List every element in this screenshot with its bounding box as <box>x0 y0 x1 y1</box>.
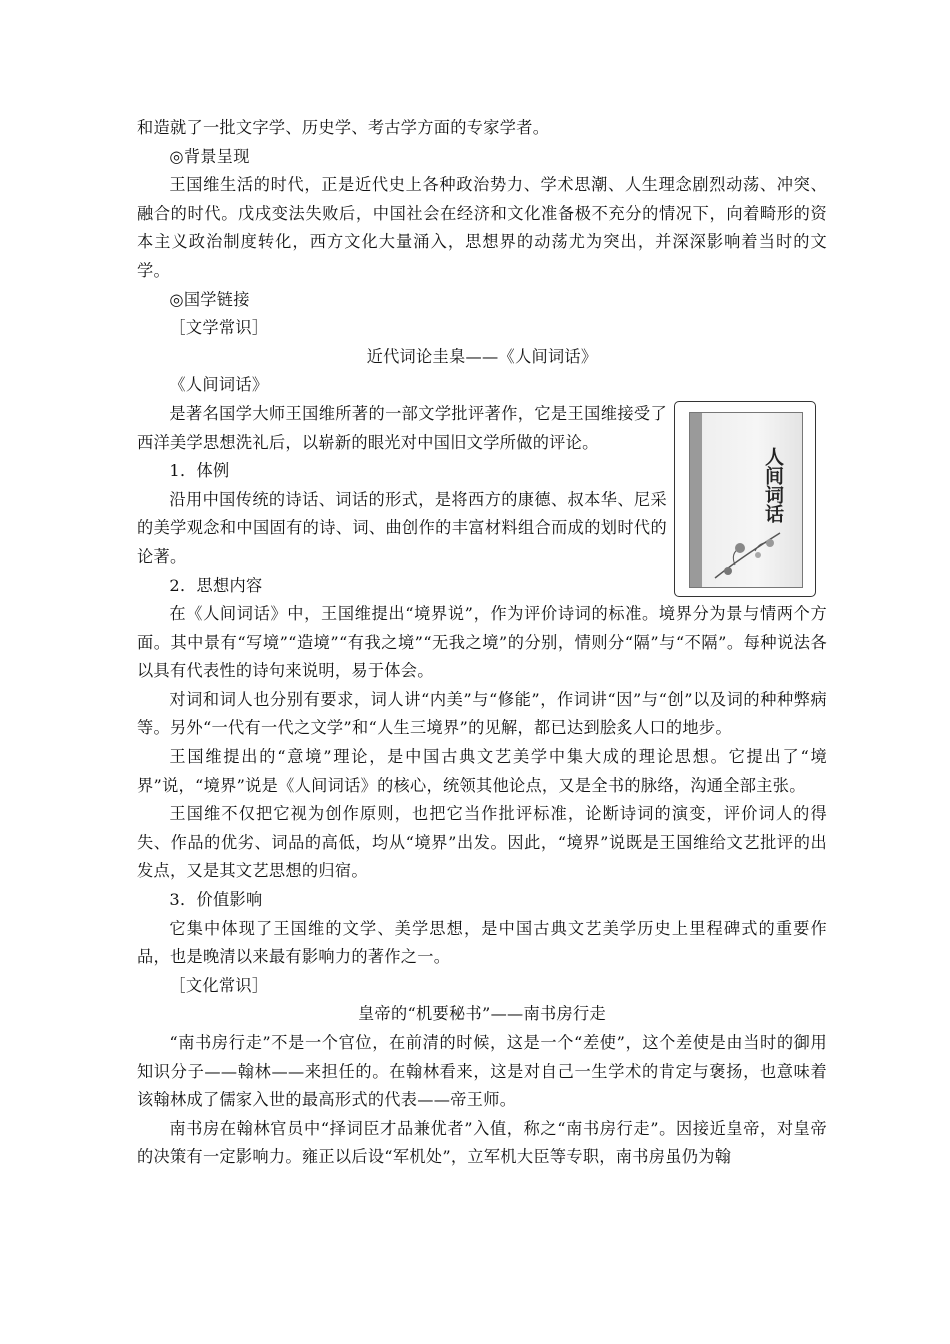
paragraph: 王国维生活的时代，正是近代史上各种政治势力、学术思潮、人生理念剧烈动荡、冲突、融合的时代。戊戌变法失败后，中国社会在经济和文化准备极不充分的情况下，向着畸形的资本主义政治制度转化，西方文化大量涌入，思想界的动荡尤为突出，并深深影响着当时的文学。 <box>137 175 827 280</box>
subheading-value: 3．价值影响 <box>169 890 263 910</box>
article-title-2: 皇帝的“机要秘书”——南书房行走 <box>358 1004 606 1024</box>
paragraph: 在《人间词话》中，王国维提出“境界说”，作为评价诗词的标准。境界分为景与情两个方面。其中景有“写境”“造境”“有我之境”“无我之境”的分别，情则分“隔”与“不隔”。每种说法各以具有代表性的诗句来说明，易于体会。 <box>137 604 827 681</box>
paragraph: “南书房行走”不是一个官位，在前清的时候，这是一个“差使”，这个差使是由当时的御用知识分子——翰林——来担任的。在翰林看来，这是对自己一生学术的肯定与褒扬，也意味着该翰林成了儒家入世的最高形式的代表——帝王师。 <box>137 1033 827 1110</box>
paragraph: 和造就了一批文字学、历史学、考古学方面的专家学者。 <box>137 118 550 137</box>
article-title-1: 近代词论圭臬——《人间词话》 <box>366 346 598 366</box>
book-spine <box>690 413 702 587</box>
book-cover <box>689 412 803 588</box>
paragraph: 它集中体现了王国维的文学、美学思想，是中国古典文艺美学历史上里程碑式的重要作品，也是晚清以来最有影响力的著作之一。 <box>137 918 827 967</box>
paragraph: 南书房在翰林官员中“择词臣才品兼优者”入值，称之“南书房行走”。因接近皇帝，对皇帝的决策有一定影响力。雍正以后设“军机处”，立军机大臣等专职，南书房虽仍为翰 <box>137 1118 827 1167</box>
book-cover-image <box>674 401 816 597</box>
section-heading-link: ◎国学链接 <box>169 289 250 309</box>
paragraph: 是著名国学大师王国维所著的一部文学批评著作，它是王国维接受了西洋美学思想洗礼后，以崭新的眼光对中国旧文学所做的评论。 <box>137 403 667 452</box>
book-name-line: 《人间词话》 <box>169 375 269 395</box>
paragraph: 对词和词人也分别有要求，词人讲“内美”与“修能”，作词讲“因”与“创”以及词的种种弊病等。另外“一代有一代之文学”和“人生三境界”的见解，都已达到脍炙人口的地步。 <box>137 689 827 738</box>
subsection-heading-literature: ［文学常识］ <box>169 318 269 338</box>
document-body <box>137 114 827 1172</box>
book-title: 人间词话 <box>762 447 784 523</box>
flower-branch-icon <box>710 523 790 583</box>
section-heading-background: ◎背景呈现 <box>169 146 250 166</box>
paragraph: 王国维不仅把它视为创作原则，也把它当作批评标准，论断诗词的演变，评价词人的得失、作品的优劣、词品的高低，均从“境界”出发。因此，“境界”说既是王国维给文艺批评的出发点，又是其文艺思想的归宿。 <box>137 804 827 881</box>
paragraph: 沿用中国传统的诗话、词话的形式，是将西方的康德、叔本华、尼采的美学观念和中国固有的诗、词、曲创作的丰富材料组合而成的划时代的论著。 <box>137 489 667 566</box>
subsection-heading-culture: ［文化常识］ <box>169 975 269 995</box>
subheading-content: 2．思想内容 <box>169 575 263 595</box>
paragraph: 王国维提出的“意境”理论，是中国古典文艺美学中集大成的理论思想。它提出了“境界”说，“境界”说是《人间词话》的核心，统领其他论点，又是全书的脉络，沟通全部主张。 <box>137 747 827 795</box>
subheading-format: 1．体例 <box>169 461 230 481</box>
